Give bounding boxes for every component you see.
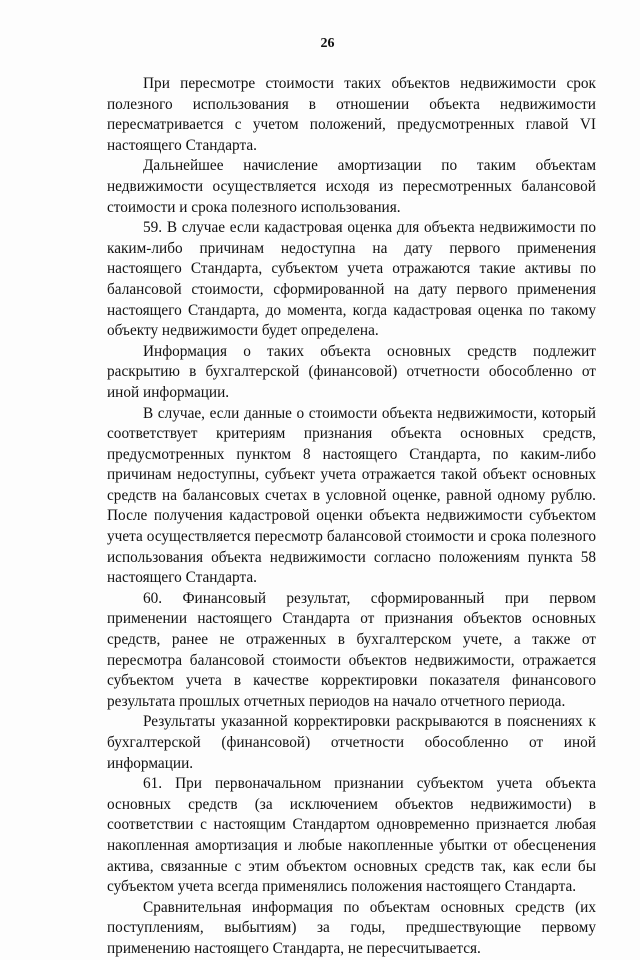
paragraph: 61. При первоначальном признании субъектом учета объекта основных средств (за исключением объектов недвижимости) в соответствии с настоящим Стандартом одновременно признается любая накопленная амортизация и любые накопленные убытки от обесценения актива, связанные с этим объектом основных средств так, как если бы субъектом учета всегда применялись положения настоящего Стандарта. bbox=[107, 775, 596, 896]
paragraph: В случае, если данные о стоимости объекта недвижимости, который соответствует критериям признания объекта основных средств, предусмотренных пунктом 8 настоящего Стандарта, по каким-либо причинам недоступны, субъект учета отражается такой объект основных средств на балансовых счетах в условной оценке, равной одному рублю. После получения кадастровой оценки объекта недвижимости субъектом учета осуществляется пересмотр балансовой стоимости и срока полезного использования объекта недвижимости согласно положениям пункта 58 настоящего Стандарта. bbox=[107, 404, 596, 587]
paragraph: Сравнительная информация по объектам основных средств (их поступлениям, выбытиям) за годы, предшествующие первому применению настоящего Стандарта, не пересчитывается. bbox=[107, 898, 596, 957]
paragraph: 60. Финансовый результат, сформированный при первом применении настоящего Стандарта от признания объектов основных средств, ранее не отраженных в бухгалтерском учете, а также от пересмотра балансовой стоимости объектов недвижимости, отражается субъектом учета в качестве корректировки показателя финансового результата прошлых отчетных периодов на начало отчетного периода. bbox=[107, 589, 596, 710]
paragraph: Информация о таких объекта основных средств подлежит раскрытию в бухгалтерской (финансовой) отчетности обособленно от иной информации. bbox=[107, 342, 596, 401]
paragraph: Результаты указанной корректировки раскрываются в пояснениях к бухгалтерской (финансовой) отчетности обособленно от иной информации. bbox=[107, 713, 596, 772]
page-number: 26 bbox=[320, 36, 335, 51]
paragraph: Дальнейшее начисление амортизации по таким объектам недвижимости осуществляется исходя из пересмотренных балансовой стоимости и срока полезного использования. bbox=[107, 157, 596, 216]
body-text bbox=[107, 74, 596, 960]
paragraph: При пересмотре стоимости таких объектов недвижимости срок полезного использования в отношении объекта недвижимости пересматривается с учетом положений, предусмотренных главой VI настоящего Стандарта. bbox=[107, 75, 596, 154]
paragraph: 59. В случае если кадастровая оценка для объекта недвижимости по каким-либо причинам недоступна на дату первого применения настоящего Стандарта, субъектом учета отражаются такие активы по балансовой стоимости, сформированной на дату первого применения настоящего Стандарта, до момента, когда кадастровая оценка по такому объекту недвижимости будет определена. bbox=[107, 219, 596, 340]
